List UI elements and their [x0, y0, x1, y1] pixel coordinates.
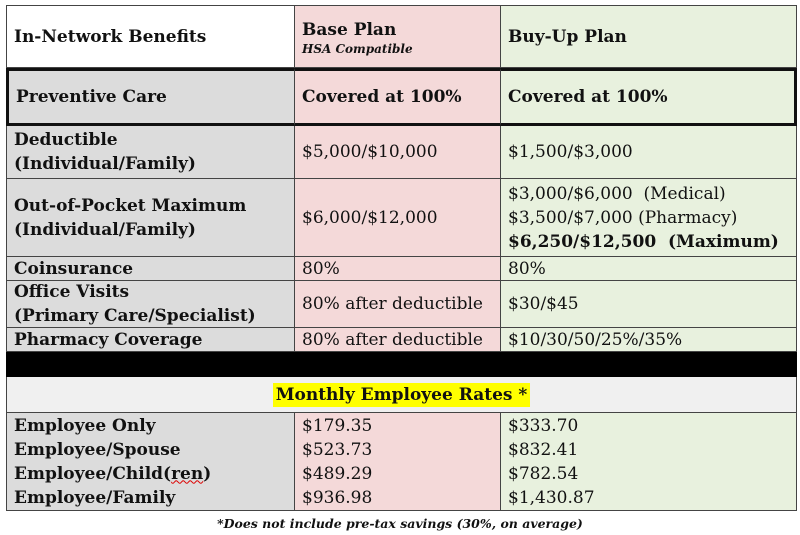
header-benefits: In-Network Benefits	[6, 5, 295, 68]
rates-row	[6, 413, 797, 511]
oop-row	[6, 179, 797, 257]
separator-bar	[6, 352, 797, 377]
coinsurance-base: 80%	[295, 257, 501, 281]
preventive-base: Covered at 100%	[295, 68, 501, 126]
pharmacy-buyup: $10/30/50/25%/35%	[501, 328, 797, 352]
coinsurance-buyup: 80%	[501, 257, 797, 281]
office-visits-base: 80% after deductible	[295, 281, 501, 328]
preventive-buyup: Covered at 100%	[501, 68, 797, 126]
deductible-buyup: $1,500/$3,000	[501, 126, 797, 179]
header-base-plan: Base Plan HSA Compatible	[295, 5, 501, 68]
tier-employee-children: Employee/Child(ren)	[14, 463, 212, 484]
header-row	[6, 5, 797, 68]
oop-base: $6,000/$12,000	[295, 179, 501, 257]
office-visits-buyup: $30/$45	[501, 281, 797, 328]
deductible-label: Deductible (Individual/Family)	[6, 126, 295, 179]
hsa-compatible-note: HSA Compatible	[302, 41, 413, 56]
rates-base: $179.35 $523.73 $489.29 $936.98	[295, 413, 501, 511]
rates-heading-row	[6, 377, 797, 413]
pharmacy-base: 80% after deductible	[295, 328, 501, 352]
tier-employee-family: Employee/Family	[14, 487, 176, 508]
coinsurance-label: Coinsurance	[6, 257, 295, 281]
tier-employee-spouse: Employee/Spouse	[14, 439, 181, 460]
pharmacy-label: Pharmacy Coverage	[6, 328, 295, 352]
office-visits-row	[6, 281, 797, 328]
header-buyup-plan: Buy-Up Plan	[501, 5, 797, 68]
tier-employee-only: Employee Only	[14, 415, 156, 436]
coinsurance-row	[6, 257, 797, 281]
office-visits-label: Office Visits (Primary Care/Specialist)	[6, 281, 295, 328]
deductible-row	[6, 126, 797, 179]
rates-tier-labels	[6, 413, 295, 511]
preventive-label: Preventive Care	[6, 68, 295, 126]
oop-buyup: $3,000/$6,000 (Medical) $3,500/$7,000 (Pharmacy) $6,250/$12,500 (Maximum)	[501, 179, 797, 257]
preventive-row	[6, 68, 797, 126]
oop-label: Out-of-Pocket Maximum (Individual/Family)	[6, 179, 295, 257]
rates-heading: Monthly Employee Rates *	[273, 383, 531, 407]
pharmacy-row	[6, 328, 797, 352]
deductible-base: $5,000/$10,000	[295, 126, 501, 179]
footnote: *Does not include pre-tax savings (30%, on average)	[217, 516, 583, 531]
rates-buyup: $333.70 $832.41 $782.54 $1,430.87	[501, 413, 797, 511]
